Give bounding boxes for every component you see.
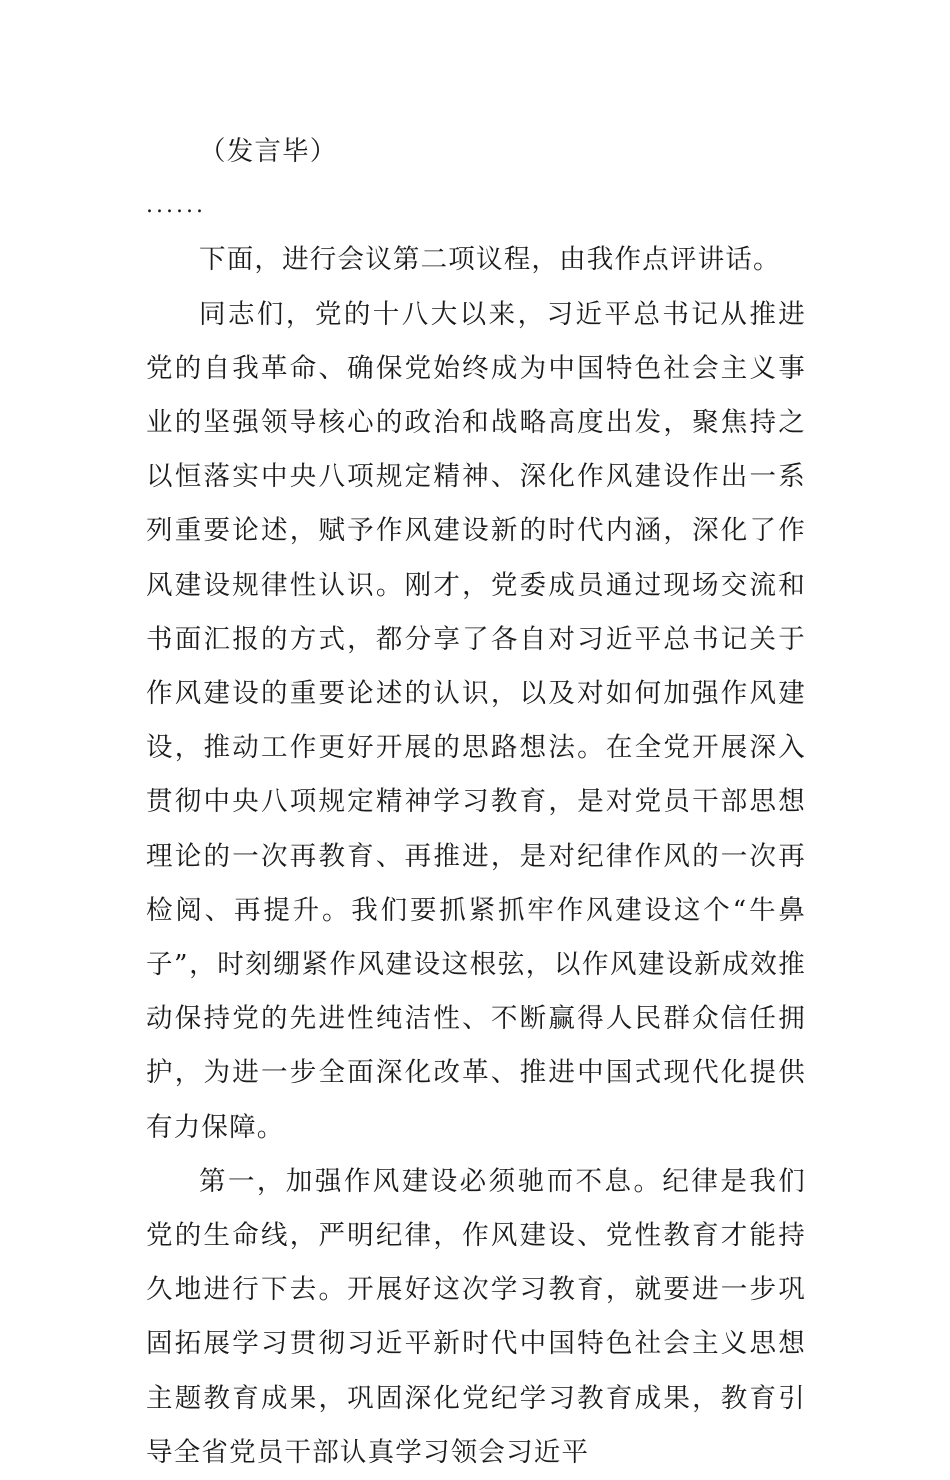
ellipsis-line: ...... <box>146 193 206 219</box>
document-body <box>146 125 806 1480</box>
paragraph-speech-intro: 同志们，党的十八大以来，习近平总书记从推进党的自我革命、确保党始终成为中国特色社会主义事业的坚强领导核心的政治和战略高度出发，聚焦持之以恒落实中央八项规定精神、深化作风建设作出一系列重要论述，赋予作风建设新的时代内涵，深化了作风建设规律性认识。刚才，党委成员通过现场交流和书面汇报的方式，都分享了各自对习近平总书记关于作风建设的重要论述的认识，以及对如何加强作风建设，推动工作更好开展的思路想法。在全党开展深入贯彻中央八项规定精神学习教育，是对党员干部思想理论的一次再教育、再推进，是对纪律作风的一次再检阅、再提升。我们要抓紧抓牢作风建设这个“牛鼻子”，时刻绷紧作风建设这根弦，以作风建设新成效推动保持党的先进性纯洁性、不断赢得人民群众信任拥护，为进一步全面深化改革、推进中国式现代化提供有力保障。 <box>146 298 806 1143</box>
agenda-line: 下面，进行会议第二项议程，由我作点评讲话。 <box>199 244 781 276</box>
paragraph-first-point: 第一，加强作风建设必须驰而不息。纪律是我们党的生命线，严明纪律，作风建设、党性教育才能持久地进行下去。开展好这次学习教育，就要进一步巩固拓展学习贯彻习近平新时代中国特色社会主义思想主题教育成果，巩固深化党纪学习教育成果，教育引导全省党员干部认真学习领会习近平 <box>146 1165 806 1468</box>
closing-note: （发言毕） <box>199 136 338 167</box>
